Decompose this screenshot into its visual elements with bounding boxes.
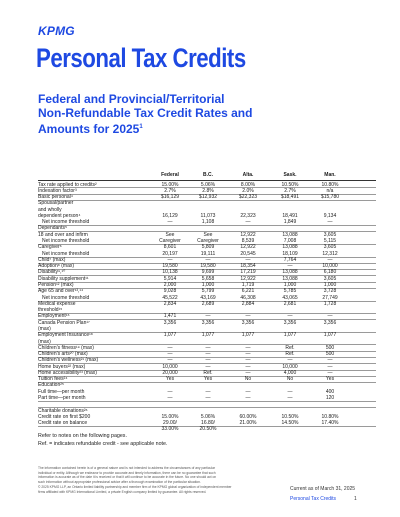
table-cell: 19,580 bbox=[200, 263, 216, 270]
table-cell: 3,356 bbox=[241, 319, 255, 326]
row-label: Net income threshold bbox=[42, 219, 90, 226]
table-cell: 7,764 bbox=[283, 256, 297, 263]
row-label: Employment Insurance¹⁸ bbox=[38, 332, 93, 339]
table-cell: 10,000 bbox=[162, 363, 178, 370]
table-cell: 10.80% bbox=[321, 181, 339, 188]
column-header-sask: Sask. bbox=[283, 172, 297, 178]
column-header-bc: B.C. bbox=[203, 172, 213, 178]
table-cell: 10.80% bbox=[321, 413, 339, 420]
row-divider bbox=[38, 401, 376, 402]
table-cell: 1,728 bbox=[323, 300, 337, 307]
table-cell: — bbox=[245, 256, 251, 263]
table-cell: 11,073 bbox=[200, 212, 216, 219]
table-cell: 10.50% bbox=[281, 181, 299, 188]
table-cell: — bbox=[245, 388, 251, 395]
table-cell: — bbox=[167, 351, 173, 358]
page-number: 1 bbox=[354, 496, 357, 502]
table-cell: 60.00% bbox=[239, 413, 257, 420]
row-label: Canada Pension Plan¹⁷ bbox=[38, 319, 90, 326]
table-cell: — bbox=[167, 256, 173, 263]
subtitle bbox=[38, 92, 338, 136]
row-label: Full time—per month bbox=[38, 388, 85, 395]
row-label: Pension¹² (max) bbox=[38, 281, 74, 288]
table-cell: 500 bbox=[325, 351, 335, 358]
table-cell: 5,799 bbox=[201, 288, 215, 295]
table-cell: 12,312 bbox=[322, 250, 338, 257]
table-cell: 43,169 bbox=[200, 294, 216, 301]
row-divider bbox=[38, 407, 376, 408]
table-cell: — bbox=[205, 363, 211, 370]
table-cell: 5,914 bbox=[163, 275, 177, 282]
row-label: Spousal/partner bbox=[38, 200, 74, 207]
table-cell: 10.50% bbox=[281, 413, 299, 420]
table-cell: — bbox=[205, 357, 211, 364]
table-cell: See bbox=[203, 231, 213, 238]
table-cell: — bbox=[327, 256, 333, 263]
table-cell: 8,539 bbox=[241, 238, 255, 245]
table-cell: 3,728 bbox=[323, 288, 337, 295]
table-cell: 2,000 bbox=[163, 281, 177, 288]
table-cell: 10,138 bbox=[162, 269, 178, 276]
table-cell: 19,580 bbox=[162, 263, 178, 270]
table-cell: — bbox=[327, 219, 333, 226]
row-label: Children’s fitness¹⁹ (max) bbox=[38, 344, 94, 351]
table-cell: 3,605 bbox=[323, 275, 337, 282]
table-cell: 2.8% bbox=[202, 187, 214, 194]
table-cell: 20.50% bbox=[199, 426, 217, 433]
table-cell: No bbox=[244, 376, 252, 383]
table-cell: — bbox=[327, 357, 333, 364]
table-cell: n/a bbox=[326, 187, 334, 194]
table-cell: 3,605 bbox=[323, 244, 337, 251]
table-cell: — bbox=[245, 363, 251, 370]
table-cell: 2,689 bbox=[201, 300, 215, 307]
table-cell: — bbox=[287, 313, 293, 320]
table-cell: 3,356 bbox=[283, 319, 297, 326]
row-label: Credit rate on balance bbox=[38, 420, 88, 427]
table-cell: 2.7% bbox=[164, 187, 176, 194]
row-label: Home buyers²² (max) bbox=[38, 363, 86, 370]
row-label: Age 65 and over¹³,¹⁴ bbox=[38, 288, 84, 295]
table-cell: $22,323 bbox=[238, 194, 258, 201]
row-label: 18 and over and infirm bbox=[38, 231, 88, 238]
disclaimer-line: information is accurate as of the date it is received or that it will continue to be accurate in the future. No one should act on bbox=[38, 475, 217, 480]
table-cell: 3,356 bbox=[201, 319, 215, 326]
row-label: Disability⁹,¹⁰ bbox=[38, 269, 66, 276]
subtitle-line-3: Amounts for 2025$^1$ bbox=[38, 122, 143, 136]
row-label: Indexation factor³ bbox=[38, 187, 77, 194]
table-cell: Ref. bbox=[285, 344, 295, 351]
table-cell: 22,323 bbox=[240, 212, 256, 219]
disclaimer-line: firms affiliated with KPMG International Limited, a private English company limited by guarantee. All rights reserved. bbox=[38, 489, 207, 494]
table-cell: 3,356 bbox=[323, 319, 337, 326]
table-cell: — bbox=[167, 395, 173, 402]
table-cell: — bbox=[245, 351, 251, 358]
kpmg-logo: KPMG bbox=[38, 24, 75, 38]
disclaimer-line: such information without appropriate professional advice after a thorough examination of the particular situation. bbox=[38, 480, 201, 485]
table-cell: 33.00% bbox=[161, 426, 179, 433]
row-label: Part time—per month bbox=[38, 395, 86, 402]
table-cell: 2.7% bbox=[284, 187, 296, 194]
row-label: (max) bbox=[38, 325, 51, 332]
table-cell: 12,922 bbox=[240, 231, 256, 238]
row-label: and wholly bbox=[38, 206, 62, 213]
table-cell: 2,884 bbox=[241, 300, 255, 307]
table-cell: 5,115 bbox=[323, 238, 337, 245]
table-cell: 29.00/ bbox=[163, 420, 177, 427]
row-label: Disability supplement¹¹ bbox=[38, 275, 89, 282]
table-cell: — bbox=[245, 344, 251, 351]
table-cell: 9,134 bbox=[323, 212, 337, 219]
table-cell: No bbox=[286, 376, 294, 383]
footer-label: Personal Tax Credits bbox=[290, 496, 337, 502]
table-cell: 2,834 bbox=[163, 300, 177, 307]
row-label: Basic personal⁴ bbox=[38, 194, 73, 201]
table-cell: 17.40% bbox=[321, 420, 339, 427]
row-label: Net income threshold bbox=[42, 294, 90, 301]
table-cell: 1,471 bbox=[163, 313, 177, 320]
table-cell: — bbox=[245, 219, 251, 226]
table-cell: Ref. bbox=[203, 369, 213, 376]
table-cell: 6,180 bbox=[323, 269, 337, 276]
table-cell: 1,849 bbox=[283, 219, 297, 226]
table-cell: 5.06% bbox=[200, 181, 216, 188]
table-cell: 9,699 bbox=[201, 269, 215, 276]
column-header-alta: Alta. bbox=[242, 172, 254, 178]
row-label: Credit rate on first $200 bbox=[38, 413, 91, 420]
row-label: Children’s wellness²¹ (max) bbox=[38, 357, 99, 364]
table-cell: — bbox=[205, 351, 211, 358]
table-header bbox=[38, 172, 376, 179]
table-cell: — bbox=[245, 395, 251, 402]
table-cell: 3,356 bbox=[163, 319, 177, 326]
row-label: Adoption⁸ (max) bbox=[38, 263, 75, 270]
table-cell: 14.50% bbox=[281, 420, 299, 427]
table-cell: 27,749 bbox=[322, 294, 338, 301]
row-label: Medical expense bbox=[38, 300, 76, 307]
table-cell: 12,922 bbox=[240, 275, 256, 282]
table-cell: 10,000 bbox=[282, 363, 298, 370]
table-cell: 1,077 bbox=[163, 332, 177, 339]
table-cell: 5,785 bbox=[283, 288, 297, 295]
table-cell: 1,077 bbox=[201, 332, 215, 339]
subtitle-line-2: Non-Refundable Tax Credit Rates and bbox=[38, 106, 253, 120]
table-cell: 17,219 bbox=[240, 269, 256, 276]
table-notes bbox=[38, 432, 167, 448]
table-cell: — bbox=[245, 369, 251, 376]
table-cell: 16.80/ bbox=[201, 420, 215, 427]
table-cell: 1,000 bbox=[323, 281, 337, 288]
table-cell: 20,000 bbox=[162, 369, 178, 376]
table-cell: — bbox=[205, 344, 211, 351]
row-label: Child⁷ (max) bbox=[38, 256, 66, 263]
table-cell: 13,088 bbox=[282, 269, 298, 276]
table-cell: 13,088 bbox=[282, 275, 298, 282]
column-header-man: Man. bbox=[324, 172, 336, 178]
table-cell: 13,088 bbox=[282, 231, 298, 238]
row-label: threshold¹⁵ bbox=[38, 307, 63, 314]
disclaimer-line: The information contained herein is of a general nature and is not intended to address the circumstances of any particular bbox=[38, 466, 216, 470]
table-cell: See bbox=[165, 231, 175, 238]
table-cell: — bbox=[327, 369, 333, 376]
table-cell: — bbox=[205, 388, 211, 395]
page-footer bbox=[290, 496, 357, 502]
table-cell: $12,932 bbox=[198, 194, 218, 201]
column-header-federal: Federal bbox=[161, 172, 179, 178]
table-cell: Ref. bbox=[285, 351, 295, 358]
row-label: Tuition fees²⁴ bbox=[38, 376, 68, 383]
table-cell: — bbox=[167, 388, 173, 395]
row-label: Dependants⁵ bbox=[38, 225, 68, 232]
table-cell: 500 bbox=[325, 344, 335, 351]
row-label: dependent person⁴ bbox=[38, 212, 81, 219]
table-cell: 13,088 bbox=[282, 244, 298, 251]
table-cell: 1,719 bbox=[241, 281, 255, 288]
table-cell: Yes bbox=[203, 376, 213, 383]
table-cell: — bbox=[287, 388, 293, 395]
table-cell: 20,545 bbox=[240, 250, 256, 257]
row-label: Home accessibility²³ (max) bbox=[38, 369, 97, 376]
table-cell: 120 bbox=[325, 395, 335, 402]
table-cell: — bbox=[167, 344, 173, 351]
table-cell: 43,065 bbox=[282, 294, 298, 301]
table-cell: Caregiver bbox=[159, 238, 181, 245]
table-cell: 8.00% bbox=[240, 181, 256, 188]
table-cell: 18,109 bbox=[282, 250, 298, 257]
table-cell: 18,491 bbox=[282, 212, 298, 219]
table-cell: 12,922 bbox=[240, 244, 256, 251]
current-as-of: Current as of March 31, 2025 bbox=[290, 486, 356, 492]
table-cell: — bbox=[205, 313, 211, 320]
table-cell: 1,000 bbox=[283, 281, 297, 288]
row-label: Tax rate applied to credits² bbox=[38, 181, 97, 188]
table-cell: 10,000 bbox=[322, 263, 338, 270]
row-label: Employment¹⁶ bbox=[38, 313, 70, 320]
row-label: Net income threshold bbox=[42, 238, 90, 245]
table-cell: 21.00% bbox=[239, 420, 257, 427]
table-cell: 46,308 bbox=[240, 294, 256, 301]
table-cell: 5,809 bbox=[201, 244, 215, 251]
table-cell: Yes bbox=[165, 376, 175, 383]
table-cell: — bbox=[205, 256, 211, 263]
table-cell: 7,008 bbox=[283, 238, 297, 245]
row-label: (max) bbox=[38, 338, 51, 345]
row-label: Caregiver⁶ bbox=[38, 244, 62, 251]
table-cell: 5.06% bbox=[200, 413, 216, 420]
notes-ref-legend: Ref. = indicates refundable credit - see applicable note. bbox=[38, 441, 168, 447]
disclaimer-line: © 2025 KPMG LLP, an Ontario limited liability partnership and member firm of the KPMG global organization of independent member bbox=[38, 484, 232, 489]
table-cell: 2.0% bbox=[242, 187, 254, 194]
row-label: Net income threshold bbox=[42, 250, 90, 257]
table-cell: — bbox=[245, 313, 251, 320]
table-cell: Yes bbox=[325, 376, 335, 383]
table-cell: — bbox=[205, 395, 211, 402]
header-rule bbox=[38, 180, 376, 181]
row-label: Children’s arts²⁰ (max) bbox=[38, 351, 88, 358]
notes-reference: Refer to notes on the following pages. bbox=[38, 433, 127, 439]
table-cell: 20,197 bbox=[162, 250, 178, 257]
table-cell: 15.00% bbox=[161, 181, 179, 188]
table-cell: — bbox=[287, 357, 293, 364]
table-cell: 9,028 bbox=[163, 288, 177, 295]
table-cell: 1,108 bbox=[201, 219, 215, 226]
table-cell: — bbox=[167, 219, 173, 226]
table-cell: 19,111 bbox=[200, 250, 216, 257]
table-cell: 5,658 bbox=[201, 275, 215, 282]
row-divider bbox=[38, 200, 376, 201]
table-cell: 45,522 bbox=[162, 294, 178, 301]
page-title: Personal Tax Credits bbox=[36, 43, 246, 73]
table-cell: 3,605 bbox=[323, 231, 337, 238]
table-cell: 4,000 bbox=[283, 369, 297, 376]
table-cell: 16,129 bbox=[162, 212, 178, 219]
row-divider bbox=[38, 382, 376, 383]
table-cell: $16,129 bbox=[160, 194, 180, 201]
table-cell: 1,000 bbox=[201, 281, 215, 288]
table-cell: — bbox=[245, 357, 251, 364]
disclaimer bbox=[38, 466, 283, 494]
row-label: Charitable donations²⁶ bbox=[38, 407, 88, 414]
subtitle-line-1: Federal and Provincial/Territorial bbox=[38, 92, 225, 106]
table-cell: — bbox=[327, 313, 333, 320]
table-cell: 1,077 bbox=[283, 332, 297, 339]
table-cell: — bbox=[327, 363, 333, 370]
table-cell: 15.00% bbox=[161, 413, 179, 420]
table-cell: 1,077 bbox=[323, 332, 337, 339]
table-cell: 18,354 bbox=[240, 263, 256, 270]
table-cell: — bbox=[167, 357, 173, 364]
footnote-marker: 1 bbox=[139, 124, 143, 130]
table-cell: 1,077 bbox=[241, 332, 255, 339]
row-divider bbox=[38, 225, 376, 226]
disclaimer-line: individual or entity. Although we endeavor to provide accurate and timely information, there can be no guarantee that such bbox=[38, 470, 216, 475]
table-cell: $18,491 bbox=[280, 194, 300, 201]
table-cell: 400 bbox=[325, 388, 335, 395]
table-cell: 2,681 bbox=[283, 300, 297, 307]
table-cell: — bbox=[287, 395, 293, 402]
table-cell: 8,601 bbox=[163, 244, 177, 251]
table-cell: 6,221 bbox=[241, 288, 255, 295]
table-cell: $15,780 bbox=[320, 194, 340, 201]
row-label: Education²⁵ bbox=[38, 382, 64, 389]
table-cell: — bbox=[287, 263, 293, 270]
table-cell: Caregiver bbox=[197, 238, 219, 245]
